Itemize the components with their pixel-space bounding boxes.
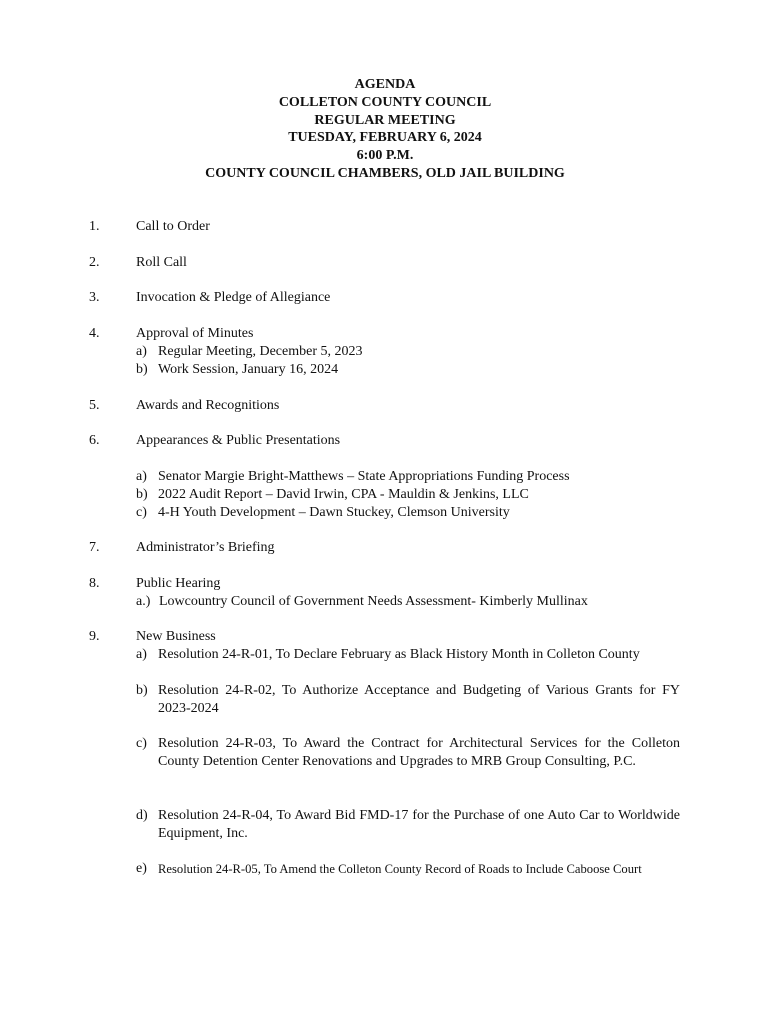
item-title: Administrator’s Briefing [136,540,275,555]
header-council-name: COLLETON COUNTY COUNCIL [278,94,492,110]
item-title: Call to Order [136,219,210,234]
item-number: 3. [89,290,100,305]
header-agenda: AGENDA [354,77,416,92]
sub-item-letter: d) [136,808,148,823]
sub-item-letter: c) [136,736,147,751]
item-number: 5. [89,398,100,413]
sub-item-letter: b) [136,683,148,698]
sub-item-text: Resolution 24-R-05, To Amend the Colleton County Record of Roads to Include Caboose Court [158,862,642,876]
sub-item-text: Resolution 24-R-04, To Award Bid FMD-17 for the Purchase of one Auto Car to Worldwide Equipment, Inc. [158,808,680,841]
sub-item-text: Lowcountry Council of Government Needs Assessment- Kimberly Mullinax [159,594,588,609]
item-title: Approval of Minutes [136,326,254,341]
sub-item-letter: b) [136,362,148,377]
header-date: TUESDAY, FEBRUARY 6, 2024 [288,130,482,146]
item-number: 4. [89,326,100,341]
sub-item-text: Senator Margie Bright-Matthews – State Appropriations Funding Process [158,469,570,484]
sub-item-letter: a) [136,647,147,662]
item-title: Roll Call [136,255,187,270]
item-title: Appearances & Public Presentations [136,433,341,448]
item-number: 6. [89,433,100,448]
sub-item-letter: a.) [136,594,151,609]
item-title: Invocation & Pledge of Allegiance [136,290,331,305]
agenda-header [0,76,770,183]
sub-item-letter: b) [136,487,148,502]
sub-item-text: 4-H Youth Development – Dawn Stuckey, Clemson University [158,505,510,520]
sub-item-text: Regular Meeting, December 5, 2023 [158,344,363,359]
sub-item-text: Work Session, January 16, 2024 [158,362,339,377]
sub-item-text: Resolution 24-R-02, To Authorize Acceptance and Budgeting of Various Grants for FY 2023-2024 [158,683,680,716]
item-number: 2. [89,255,100,270]
item-number: 8. [89,576,100,591]
item-title: Awards and Recognitions [136,398,280,413]
item-number: 7. [89,540,100,555]
item-title: Public Hearing [136,576,221,591]
sub-item-letter: a) [136,344,147,359]
sub-item-text: Resolution 24-R-01, To Declare February as Black History Month in Colleton County [158,647,640,662]
sub-item-letter: c) [136,505,147,520]
sub-item-text: 2022 Audit Report – David Irwin, CPA - Mauldin & Jenkins, LLC [158,487,529,502]
sub-item-letter: a) [136,469,147,484]
item-number: 1. [89,219,100,234]
header-meeting-type: REGULAR MEETING [314,112,456,128]
item-title: New Business [136,629,216,644]
sub-item-letter: e) [136,861,147,876]
item-number: 9. [89,629,100,644]
header-location: COUNTY COUNCIL CHAMBERS, OLD JAIL BUILDING [205,165,565,181]
sub-item-text: Resolution 24-R-03, To Award the Contract for Architectural Services for the Colleton County Detention Center Renovations and Upgrades to MRB Group Consulting, P.C. [158,736,680,769]
header-time: 6:00 P.M. [356,148,414,164]
